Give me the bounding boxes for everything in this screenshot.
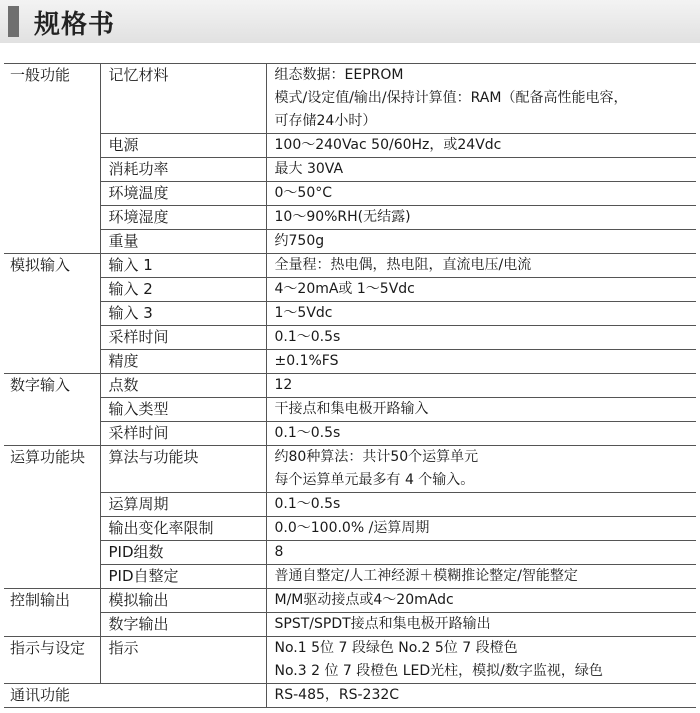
value-line: SPST/SPDT接点和集电极开路输出 [274, 616, 491, 632]
page-title: 规格书 [34, 10, 116, 40]
item-label: 环境温度 [100, 182, 266, 206]
item-label: PID组数 [100, 541, 266, 565]
value-line: 0～50°C [274, 185, 332, 201]
value-line: No.1 5位 7 段绿色 No.2 5位 7 段橙色 [274, 640, 518, 656]
value-line: 模式/设定值/输出/保持计算值：RAM（配备高性能电容， [274, 90, 628, 106]
value-line: No.3 2 位 7 段橙色 LED光柱，模拟/数字监视，绿色 [274, 663, 603, 679]
item-value [266, 374, 696, 398]
spec-row [4, 446, 696, 493]
item-value [266, 134, 696, 158]
item-value [266, 158, 696, 182]
value-line: 普通自整定/人工神经源＋模糊推论整定/智能整定 [274, 568, 578, 584]
item-value [266, 254, 696, 278]
value-line: 0.1～0.5s [274, 496, 341, 512]
spec-row [4, 206, 696, 230]
spec-row [4, 565, 696, 589]
category-label: 控制输出 [4, 589, 100, 637]
value-line: ±0.1%FS [274, 353, 339, 369]
item-value [266, 278, 696, 302]
item-value [266, 493, 696, 517]
value-line: 12 [274, 377, 293, 393]
item-label: 电源 [100, 134, 266, 158]
item-label: 算法与功能块 [100, 446, 266, 493]
item-label: 输入 2 [100, 278, 266, 302]
header-accent-bar [8, 6, 19, 37]
spec-row [4, 589, 696, 613]
item-label: 消耗功率 [100, 158, 266, 182]
spec-row [4, 422, 696, 446]
spec-row [4, 302, 696, 326]
value-line: 8 [274, 544, 284, 560]
value-line: M/M驱动接点或4～20mAdc [274, 592, 454, 608]
value-line: 1～5Vdc [274, 305, 333, 321]
item-value [266, 206, 696, 230]
value-line: 0.0～100.0% /运算周期 [274, 520, 430, 536]
spec-row [4, 517, 696, 541]
spec-row [4, 541, 696, 565]
item-label: 环境湿度 [100, 206, 266, 230]
spec-table [4, 63, 696, 708]
item-label: 输出变化率限制 [100, 517, 266, 541]
item-value [266, 637, 696, 684]
spec-row [4, 613, 696, 637]
value-line: 可存储24小时） [274, 113, 377, 129]
item-value [266, 589, 696, 613]
item-value [266, 422, 696, 446]
page-header [0, 0, 700, 43]
spec-row [4, 278, 696, 302]
item-value [266, 517, 696, 541]
value-line: 每个运算单元最多有 4 个输入。 [274, 472, 475, 488]
value-line: 10～90%RH(无结露) [274, 209, 411, 225]
item-label: PID自整定 [100, 565, 266, 589]
spec-row [4, 326, 696, 350]
item-value [266, 613, 696, 637]
value-line: 0.1～0.5s [274, 425, 341, 441]
category-label: 一般功能 [4, 64, 100, 254]
spec-row [4, 254, 696, 278]
category-label: 指示与设定 [4, 637, 100, 684]
item-label: 输入类型 [100, 398, 266, 422]
item-value [266, 541, 696, 565]
value-line: 0.1～0.5s [274, 329, 341, 345]
spec-row [4, 684, 696, 708]
item-value [266, 230, 696, 254]
item-value [266, 350, 696, 374]
item-value: RS-485，RS-232C [266, 684, 696, 708]
value-line: 最大 30VA [274, 161, 344, 177]
spec-row [4, 350, 696, 374]
item-label: 输入 3 [100, 302, 266, 326]
item-value [266, 326, 696, 350]
item-label: 记忆材料 [100, 64, 266, 134]
item-value [266, 446, 696, 493]
category-label: 运算功能块 [4, 446, 100, 589]
item-label: 重量 [100, 230, 266, 254]
item-label: 精度 [100, 350, 266, 374]
item-label: 点数 [100, 374, 266, 398]
value-line: 全量程：热电偶，热电阻，直流电压/电流 [274, 257, 532, 273]
spec-row [4, 158, 696, 182]
category-label: 数字输入 [4, 374, 100, 446]
spec-row [4, 493, 696, 517]
item-label: 数字输出 [100, 613, 266, 637]
category-label: 通讯功能 [4, 684, 266, 708]
category-label: 模拟输入 [4, 254, 100, 374]
spec-row [4, 374, 696, 398]
spec-row [4, 134, 696, 158]
value-line: 组态数据：EEPROM [274, 67, 404, 83]
spec-row [4, 398, 696, 422]
item-value [266, 302, 696, 326]
value-line: 4～20mA或 1～5Vdc [274, 281, 415, 297]
value-line: 100～240Vac 50/60Hz，或24Vdc [274, 137, 502, 153]
item-value [266, 182, 696, 206]
item-label: 输入 1 [100, 254, 266, 278]
spec-row [4, 637, 696, 684]
item-value [266, 398, 696, 422]
value-line: 约80种算法：共计50个运算单元 [274, 449, 479, 465]
value-line: 约750g [274, 233, 325, 249]
spec-row [4, 64, 696, 134]
item-label: 运算周期 [100, 493, 266, 517]
item-value [266, 64, 696, 134]
item-label: 采样时间 [100, 326, 266, 350]
spec-row [4, 230, 696, 254]
item-label: 采样时间 [100, 422, 266, 446]
spec-table-body [4, 64, 696, 708]
value-line: 干接点和集电极开路输入 [274, 401, 429, 417]
spec-row [4, 182, 696, 206]
item-label: 模拟输出 [100, 589, 266, 613]
item-value [266, 565, 696, 589]
item-label: 指示 [100, 637, 266, 684]
